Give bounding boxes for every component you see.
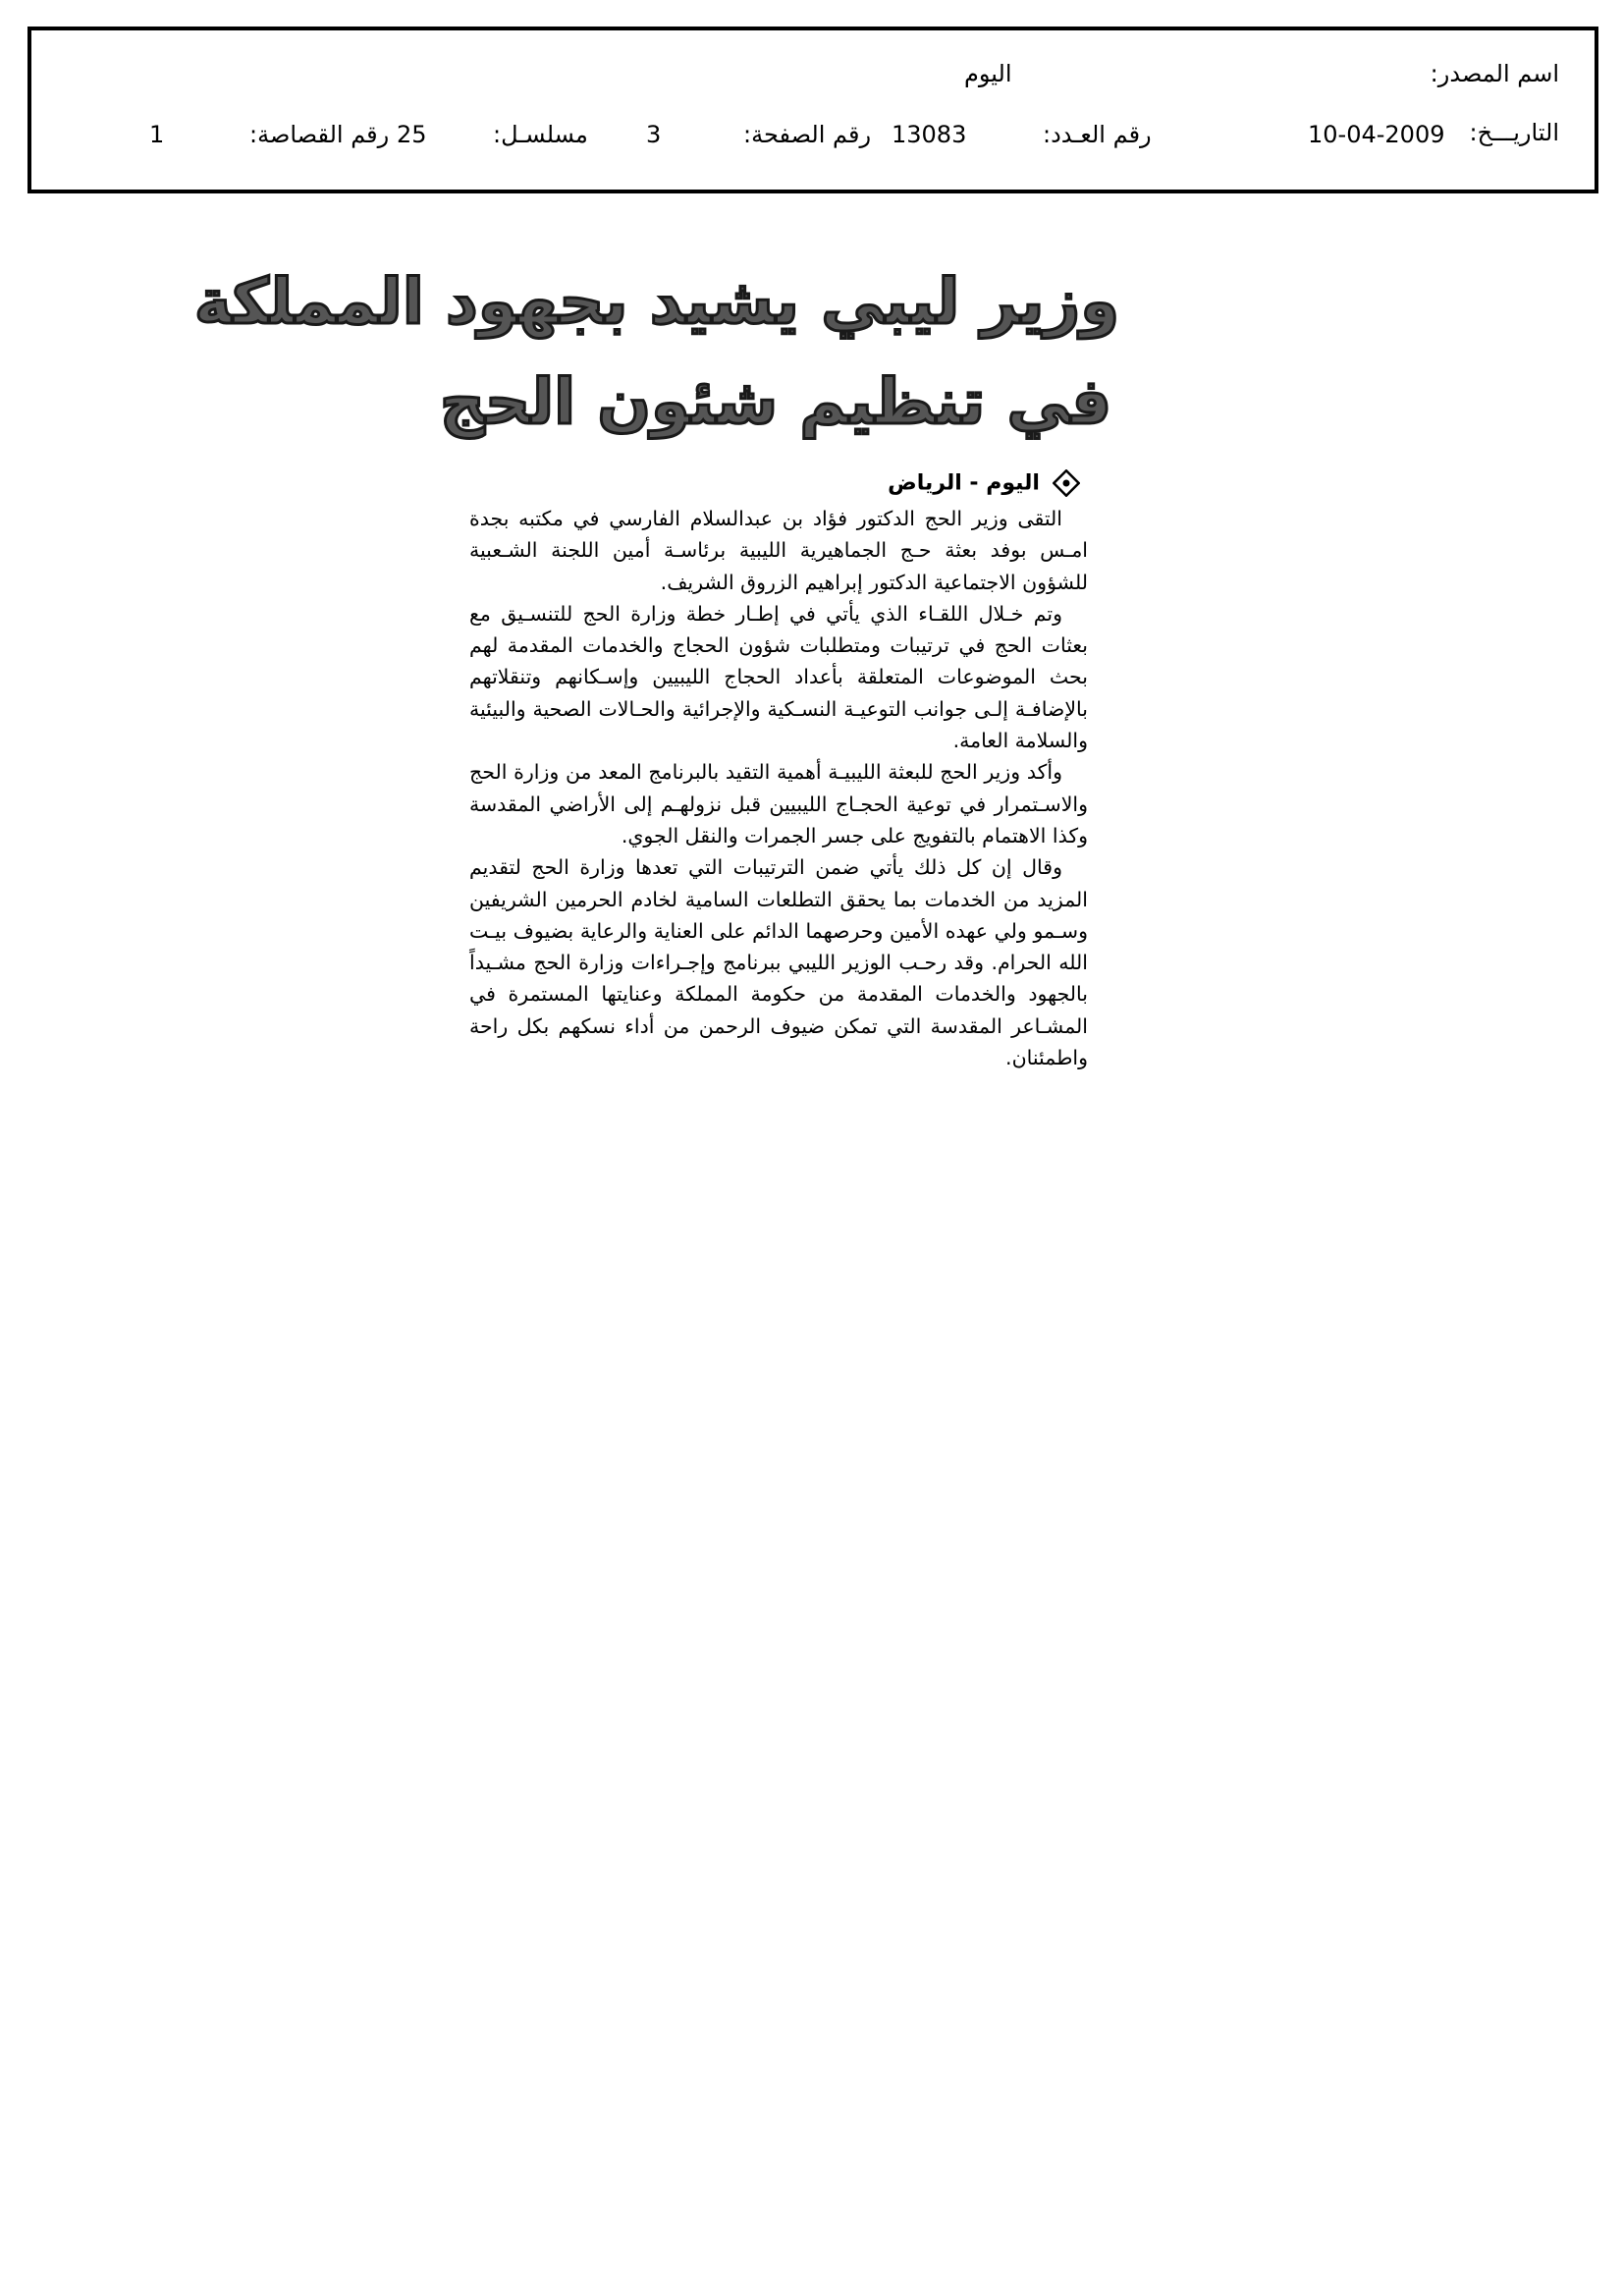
article-body — [469, 503, 1088, 1073]
article-paragraph: وأكد وزير الحج للبعثة الليبيـة أهمية التقيد بالبرنامج المعد من وزارة الحج والاسـتمرار في توعية الحجـاج الليبيين قبل نزولهـم إلى الأراضي المقدسة وكذا الاهتمام بالتفويج على جسر الجمرات والنقل الجوي. — [469, 760, 1088, 847]
date-value: 10-04-2009 — [1308, 121, 1445, 148]
page-number-label: رقم الصفحة: — [743, 121, 872, 148]
clip-number-label: رقم القصاصة: — [249, 121, 390, 148]
headline-line-1: وزير ليبي يشيد بجهود المملكة — [193, 266, 1119, 339]
byline-text: اليوم - الرياض — [888, 470, 1040, 496]
serial-label: مسلسـل: — [493, 121, 588, 148]
source-name-label: اسم المصدر: — [1430, 60, 1559, 87]
serial-value: 25 — [397, 121, 427, 148]
date-label: التاريـــخ: — [1469, 119, 1559, 146]
article-paragraph: وقال إن كل ذلك يأتي ضمن الترتيبات التي تعدها وزارة الحج لتقديم المزيد من الخدمات بما يحقق التطلعات السامية لخادم الحرمين الشريفين وسـمو ولي عهده الأمين وحرصهما الدائم على العناية والرعاية بضيوف بيـت الله الحرام. وقد رحـب الوزير الليبي ببرنامج وإجـراءات وزارة الحج مشـيداً بالجهود والخدمات المقدمة من حكومة المملكة وعنايتها المستمرة في المشـاعر المقدسة التي تمكن ضيوف الرحمن من أداء نسكهم بكل راحة واطمئنان. — [469, 855, 1088, 1070]
page-number-value: 3 — [646, 121, 662, 148]
clipping-header-box — [27, 27, 1598, 193]
clip-number-value: 1 — [149, 121, 165, 148]
issue-number-value: 13083 — [892, 121, 967, 148]
issue-number-label: رقم العـدد: — [1043, 121, 1152, 148]
newspaper-logo-icon — [1053, 469, 1080, 497]
byline — [707, 469, 1080, 507]
source-name-value: اليوم — [964, 60, 1012, 87]
headline-line-2: في تنظيم شئون الحج — [439, 366, 1112, 439]
article-paragraph: وتم خـلال اللقـاء الذي يأتي في إطـار خطة وزارة الحج للتنسـيق مع بعثات الحج في ترتيبات ومتطلبات شؤون الحجاج والخدمات المقدمة لهم بحث الموضوعات المتعلقة بأعداد الحجاج الليبيين وإسـكانهم وتنقلاتهم بالإضافـة إلـى جوانب التوعيـة النسـكية والإجرائية والحـالات الصحية والبيئية والسلامة العامة. — [469, 601, 1088, 753]
article-paragraph: التقى وزير الحج الدكتور فؤاد بن عبدالسلام الفارسي في مكتبه بجدة امـس بوفد بعثة حـج الجماهيرية الليبية برئاسـة أمين اللجنة الشـعبية للشؤون الاجتماعية الدكتور إبراهيم الزروق الشريف. — [469, 507, 1088, 594]
